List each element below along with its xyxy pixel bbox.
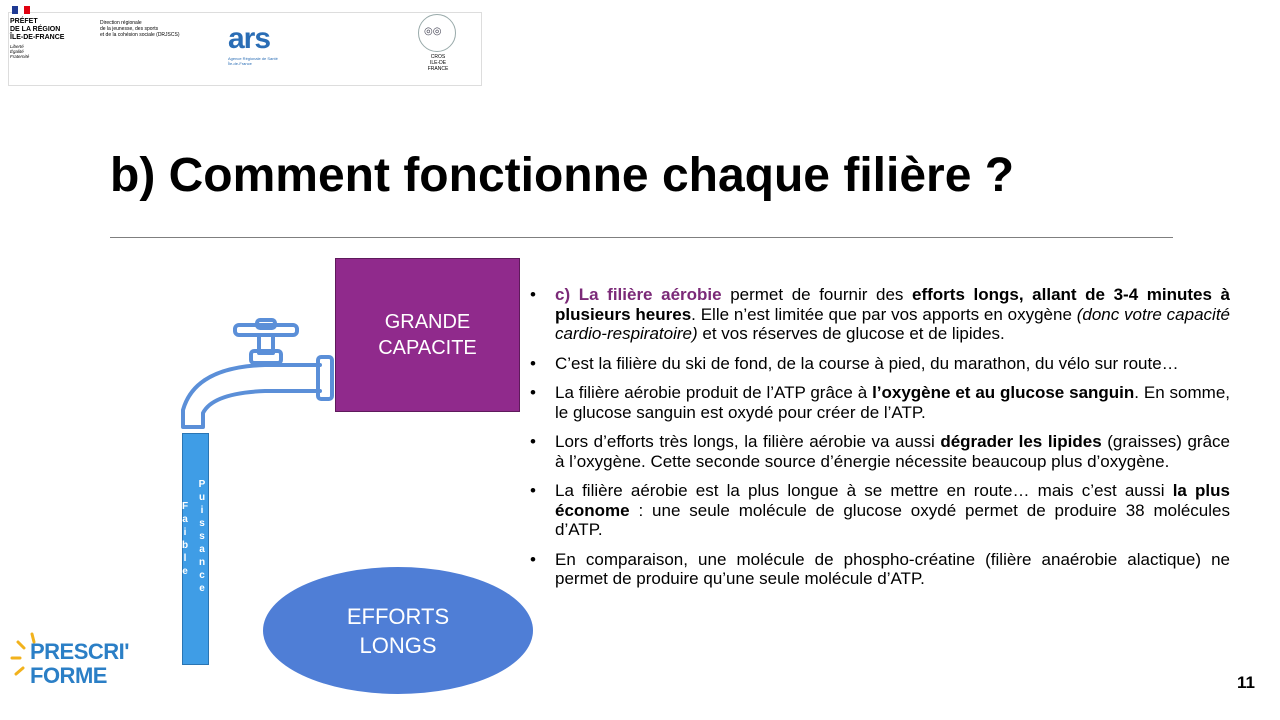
list-item	[530, 432, 1230, 471]
slide-title: b) Comment fonctionne chaque filière ?	[110, 149, 1015, 202]
filiere-aerobie-heading: c) La filière aérobie	[555, 285, 722, 304]
faible-label: Faible	[181, 501, 189, 577]
text-run: La filière aérobie est la plus longue à se mettre en route… mais c’est aussi	[555, 481, 1173, 500]
text-run-italic: (donc votre capacité cardio-respiratoire)	[555, 304, 1230, 343]
french-flag-icon	[12, 6, 30, 14]
text-run-bold: la plus économe	[555, 481, 1230, 520]
cros-text: CROS ILE-DE FRANCE	[427, 54, 449, 72]
puissance-label: Puissance	[198, 479, 206, 594]
text-run: . En somme, le glucose sanguin est oxydé pour créer de l’ATP.	[555, 383, 1230, 422]
bullet-list	[530, 285, 1230, 599]
text-run-bold: efforts longs, allant de 3-4 minutes à plusieurs heures	[555, 285, 1231, 324]
grande-capacite-box	[335, 258, 520, 412]
prescriforme-logo: PRESCRI' FORME	[30, 639, 130, 688]
text-run: et vos réserves de glucose et de lipides.	[697, 324, 1005, 343]
prefet-motto: Liberté Égalité Fraternité	[10, 44, 30, 59]
ars-subtitle: Agence Régionale de Santé Île-de-France	[228, 56, 278, 66]
efforts-longs-ellipse	[263, 567, 533, 694]
drjscs-text: Direction régionale de la jeunesse, des sports et de la cohésion sociale (DRJSCS)	[100, 20, 180, 38]
prefet-logo-text: PRÉFET DE LA RÉGION ÎLE-DE-FRANCE	[10, 18, 65, 41]
text-run-bold: l’oxygène et au glucose sanguin	[872, 383, 1135, 402]
text-run-bold: dégrader les lipides	[940, 432, 1102, 451]
ars-logo-text: ars	[228, 22, 271, 55]
page-number: 11	[1237, 673, 1255, 692]
text-run: . Elle n’est limitée que par vos apports en oxygène	[691, 304, 1077, 324]
text-run: permet de fournir des	[721, 285, 913, 304]
list-item	[530, 285, 1230, 344]
grande-capacite-label: GRANDE CAPACITE	[378, 311, 477, 359]
text-run: C’est la filière du ski de fond, de la course à pied, du marathon, du vélo sur route…	[555, 353, 1179, 373]
ars-logo	[228, 22, 270, 56]
title-divider	[110, 237, 1173, 238]
olympic-rings-icon: ◎◎	[424, 26, 442, 37]
efforts-longs-label: EFFORTS LONGS	[346, 603, 450, 658]
text-run: (graisses) grâce à l’oxygène. Cette seconde source d’énergie nécessite beaucoup plus d’oxygène.	[555, 432, 1230, 471]
text-run: La filière aérobie produit de l’ATP grâce à	[555, 383, 873, 402]
water-tap-icon	[175, 315, 345, 445]
text-run: Lors d’efforts très longs, la filière aérobie va aussi	[555, 432, 941, 451]
list-item	[530, 481, 1230, 540]
list-item	[530, 383, 1230, 422]
list-item	[530, 550, 1230, 589]
text-run: En comparaison, une molécule de phospho-créatine (filière anaérobie alactique) ne permet de produire qu’une seule molécule d’ATP.	[555, 549, 1230, 588]
text-run: : une seule molécule de glucose oxydé permet de produire 38 molécules d’ATP.	[555, 500, 1230, 539]
list-item	[530, 354, 1230, 374]
